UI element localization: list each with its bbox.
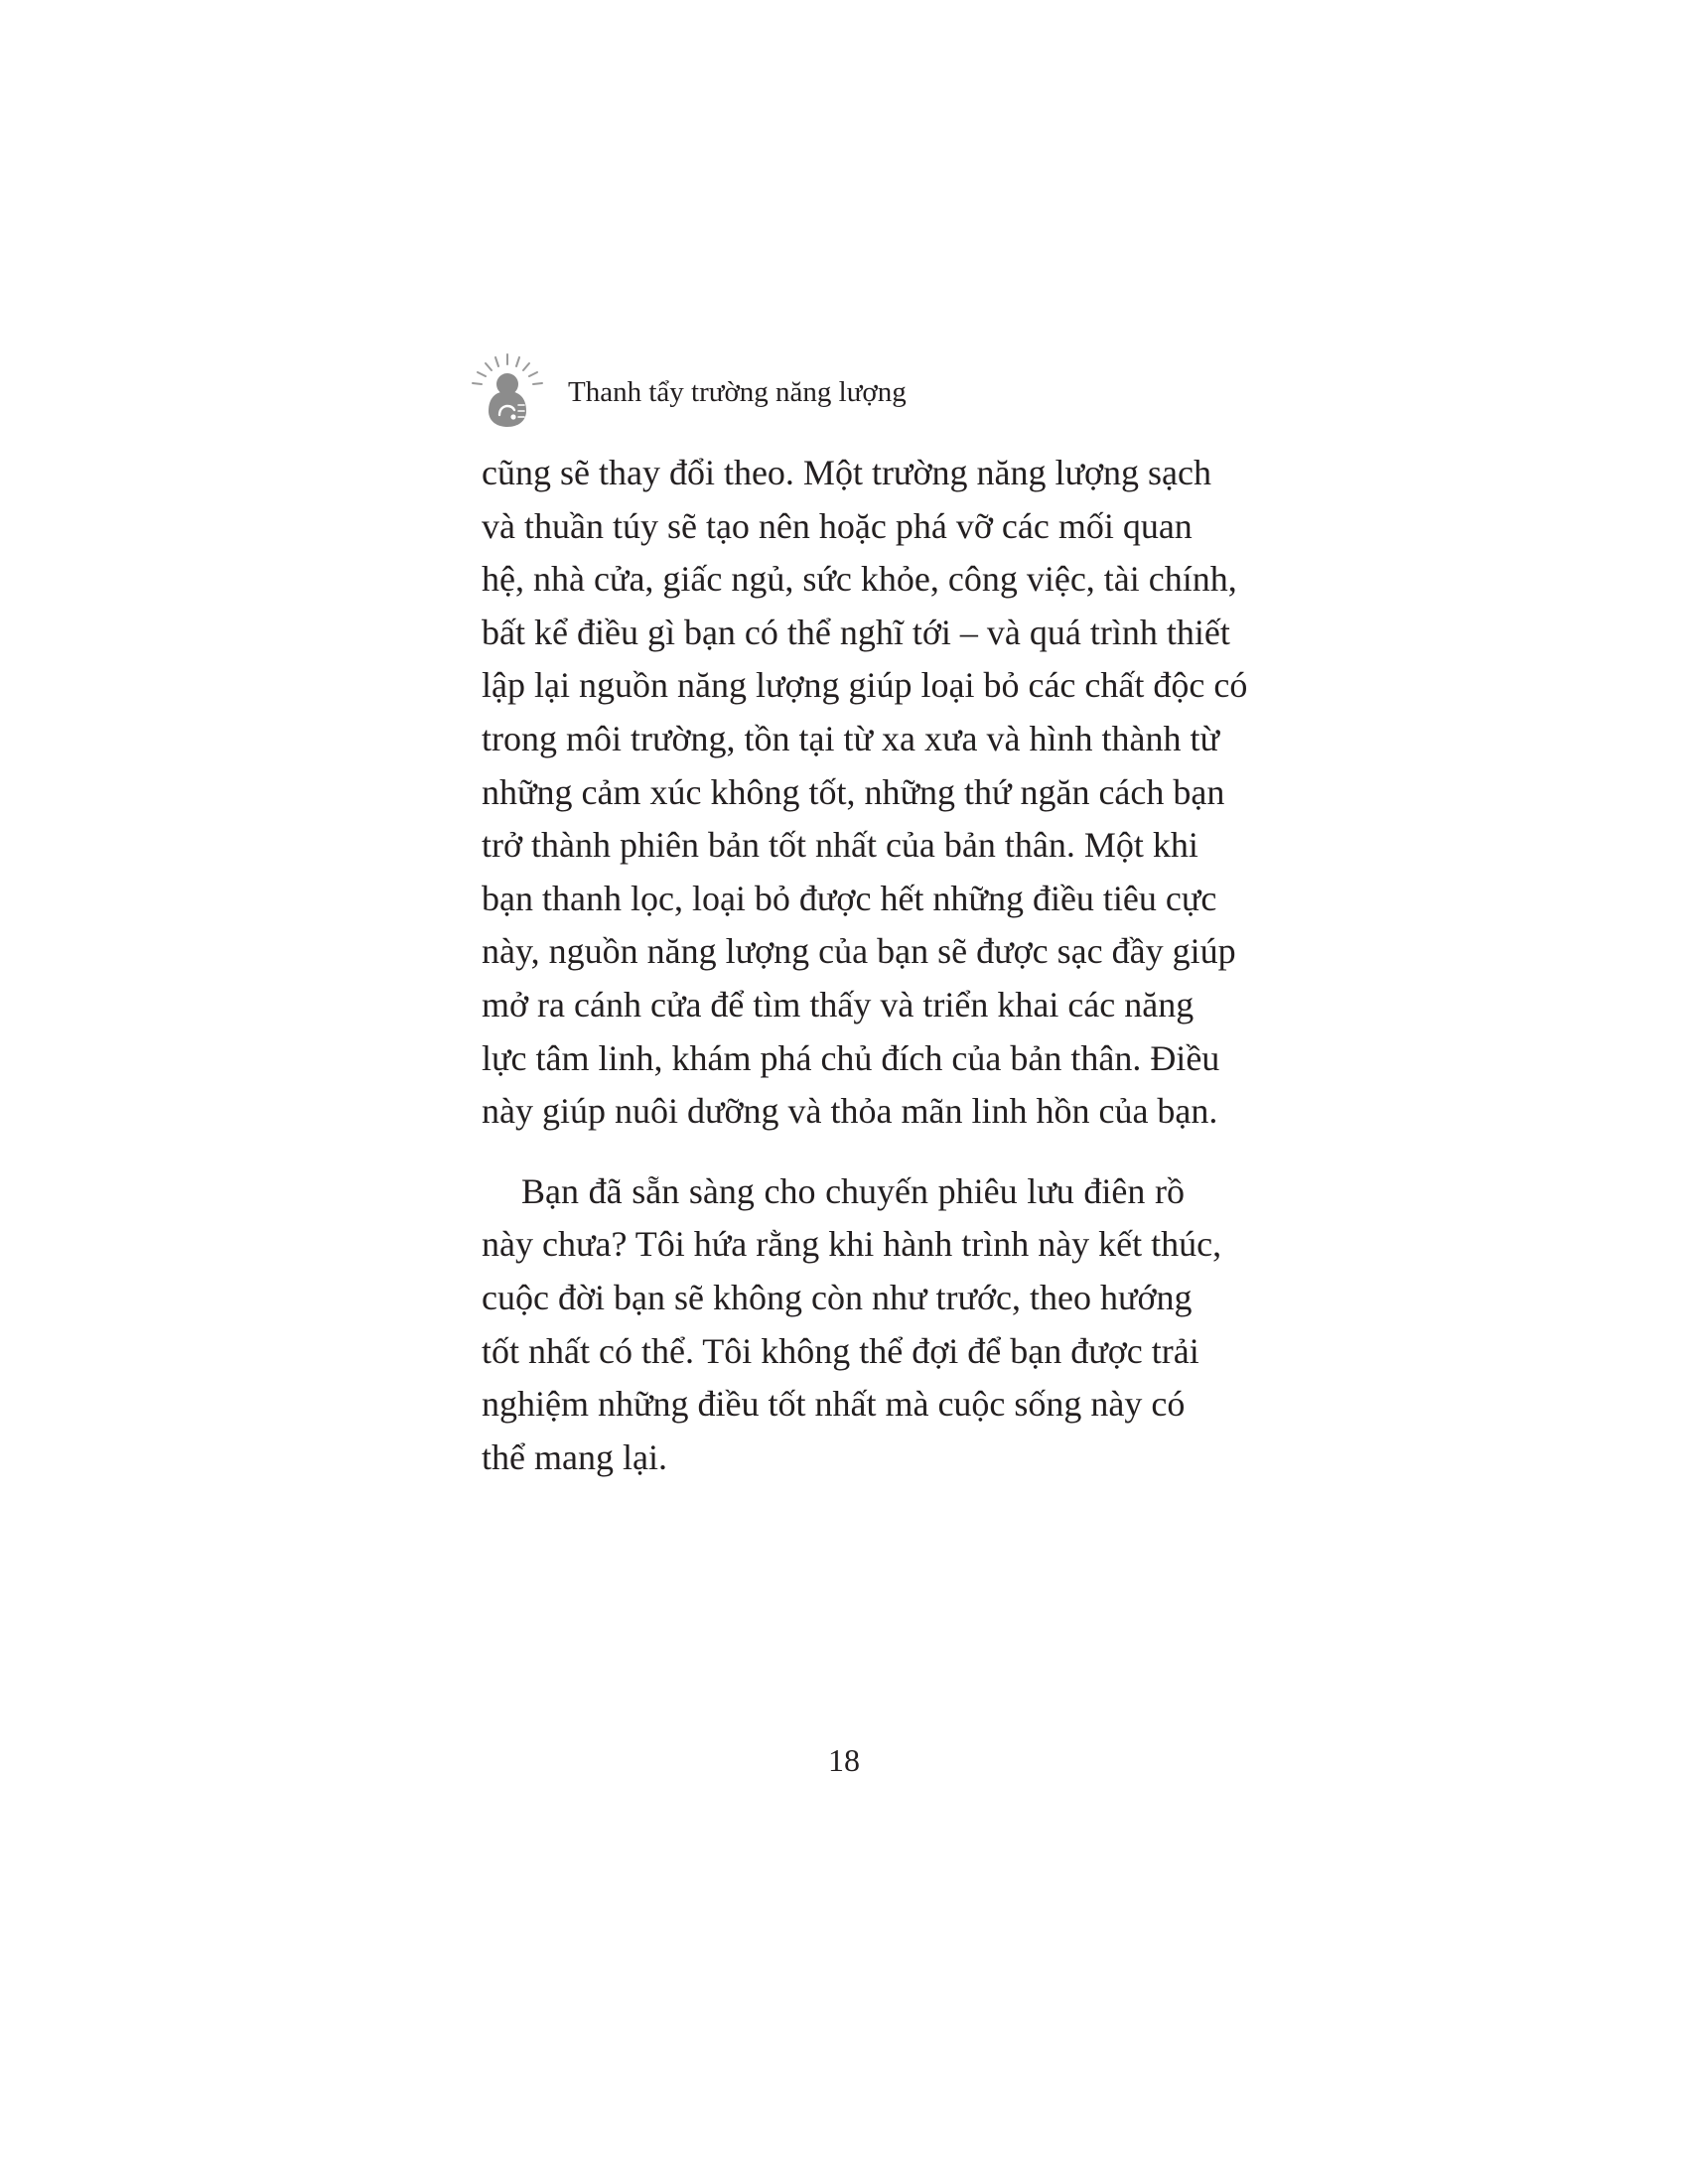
- paragraph-line: này, nguồn năng lượng của bạn sẽ được sạc đầy giúp: [482, 931, 1236, 972]
- paragraph-line: này giúp nuôi dưỡng và thỏa mãn linh hồn của bạn.: [482, 1091, 1218, 1132]
- paragraph-line: lập lại nguồn năng lượng giúp loại bỏ các chất độc có: [482, 665, 1248, 706]
- body-text: [482, 447, 1248, 1484]
- paragraph-line: lực tâm linh, khám phá chủ đích của bản thân. Điều: [482, 1037, 1220, 1078]
- paragraph-line: nghiệm những điều tốt nhất mà cuộc sống này có: [482, 1384, 1186, 1425]
- running-header: [467, 347, 907, 437]
- sun-person-icon: [467, 351, 548, 433]
- paragraph-line: này chưa? Tôi hứa rằng khi hành trình này kết thúc,: [482, 1224, 1222, 1265]
- paragraph-line: thể mang lại.: [482, 1436, 667, 1477]
- paragraph-line: Bạn đã sẵn sàng cho chuyến phiêu lưu điên rồ: [521, 1170, 1185, 1211]
- paragraph-line: tốt nhất có thể. Tôi không thể đợi để bạn được trải: [482, 1330, 1199, 1371]
- paragraph-line: bạn thanh lọc, loại bỏ được hết những điều tiêu cực: [482, 878, 1217, 918]
- paragraph-1: [482, 447, 1248, 1139]
- paragraph-line: cuộc đời bạn sẽ không còn như trước, theo hướng: [482, 1277, 1193, 1317]
- page-number: 18: [828, 1742, 860, 1778]
- paragraph-line: những cảm xúc không tốt, những thứ ngăn cách bạn: [482, 771, 1225, 812]
- paragraph-line: trong môi trường, tồn tại từ xa xưa và hình thành từ: [482, 718, 1219, 758]
- paragraph-line: và thuần túy sẽ tạo nên hoặc phá vỡ các mối quan: [482, 505, 1193, 546]
- paragraph-line: trở thành phiên bản tốt nhất của bản thân. Một khi: [482, 825, 1198, 866]
- paragraph-line: bất kể điều gì bạn có thể nghĩ tới – và quá trình thiết: [482, 612, 1230, 652]
- paragraph-line: cũng sẽ thay đổi theo. Một trường năng lượng sạch: [482, 453, 1211, 492]
- running-header-title: Thanh tẩy trường năng lượng: [568, 375, 907, 408]
- paragraph-line: hệ, nhà cửa, giấc ngủ, sức khỏe, công việc, tài chính,: [482, 559, 1237, 600]
- paragraph-line: mở ra cánh cửa để tìm thấy và triển khai các năng: [482, 984, 1195, 1024]
- paragraph-2: [482, 1165, 1222, 1485]
